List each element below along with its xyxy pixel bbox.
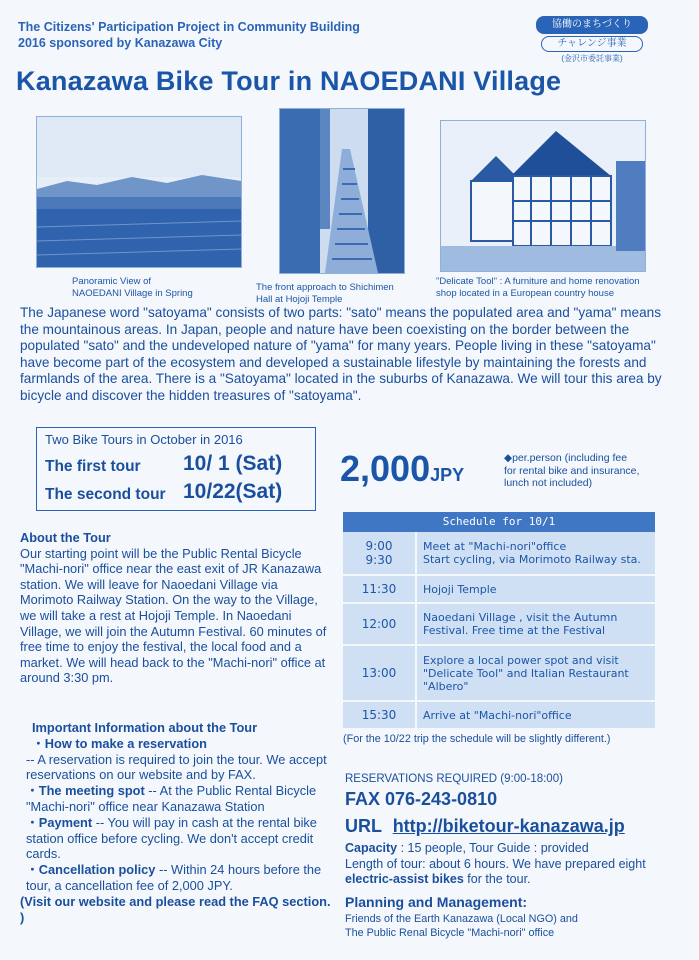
tours-heading: Two Bike Tours in October in 2016 bbox=[45, 432, 243, 447]
schedule-heading: Schedule for 10/1 bbox=[343, 512, 655, 532]
price-note bbox=[504, 452, 639, 490]
price-note-line-2: for rental bike and insurance, bbox=[504, 464, 640, 477]
schedule-row bbox=[343, 603, 655, 645]
project-logo bbox=[532, 16, 652, 66]
planning-line-2: The Public Renal Bicycle "Machi-nori" office bbox=[345, 926, 555, 939]
intro-paragraph: The Japanese word "satoyama" consists of two parts: "sato" means the populated area and "yama" means the mountainous areas. In Japan, people and nature have been coexisting on the border between the populated "sato" and the undeveloped nature of "yama" for many years. People living in these "satoyama" have become part of the ecosystem and developed a sustainable lifestyle by maintaining the forests and farmlands of the area. There is a "Satoyama" located in the suburbs of Kanazawa. We will tour this area by bicycle and discover the hidden treasures of "satoyama". bbox=[20, 305, 662, 403]
payment-title: ・Payment bbox=[26, 814, 93, 830]
schedule-text: Naoedani Village , visit the Autumn Festival. Free time at the Festival bbox=[416, 603, 655, 645]
caption-1-line-1: Panoramic View of bbox=[72, 276, 152, 287]
important-heading: Important Information about the Tour bbox=[32, 720, 258, 735]
photo-temple-approach bbox=[279, 108, 405, 274]
cancel-title: ・Cancellation policy bbox=[26, 862, 156, 878]
schedule-row bbox=[343, 575, 655, 603]
meeting-title: ・The meeting spot bbox=[26, 783, 145, 799]
price-note-line-3: lunch not included) bbox=[504, 477, 593, 489]
first-tour-date: 10/ 1 (Sat) bbox=[183, 452, 283, 475]
schedule-text: Explore a local power spot and visit "Delicate Tool" and Italian Restaurant "Albero" bbox=[416, 645, 655, 701]
photo-caption-2 bbox=[256, 282, 394, 306]
capacity-label: Capacity bbox=[345, 841, 398, 855]
schedule-time: 12:00 bbox=[343, 603, 416, 645]
photo-caption-3 bbox=[436, 276, 640, 300]
about-body: Our starting point will be the Public Rental Bicycle "Machi-nori" office near the east exit of JR Kanazawa station. We will leave for Naoedani Village via Morimoto Railway Station. On the way to the Village, we will take a rest at Hojoji Temple. In Naoedani Village, we will join the Autumn Festival. 60 minutes of free time to enjoy the festival, the local food and a market. We will head back to the "Machi-nori" office at around 3:30 pm. bbox=[20, 545, 327, 686]
about-section bbox=[20, 530, 332, 686]
capacity-info bbox=[345, 841, 655, 888]
price-currency: JPY bbox=[430, 465, 465, 485]
planning-line-1: Friends of the Earth Kanazawa (Local NGO) and bbox=[345, 912, 578, 925]
contact-section bbox=[345, 773, 655, 940]
important-section bbox=[20, 720, 334, 925]
schedule-row bbox=[343, 645, 655, 701]
photo-caption-1 bbox=[72, 276, 193, 300]
schedule-time: 15:30 bbox=[343, 701, 416, 729]
payment-body: -- You will pay in cash at the rental bike station office before cycling. We don't accept credit cards. bbox=[26, 814, 317, 862]
url-label: URL bbox=[345, 816, 382, 836]
price-amount: 2,000 bbox=[340, 448, 431, 489]
caption-1-line-2: NAOEDANI Village in Spring bbox=[72, 288, 193, 299]
reservation-title: ・How to make a reservation bbox=[32, 735, 207, 751]
planning-heading: Planning and Management: bbox=[345, 893, 528, 910]
second-tour-date: 10/22(Sat) bbox=[183, 480, 283, 503]
caption-2-line-1: The front approach to Shichimen bbox=[256, 282, 394, 293]
header-line-2: 2016 sponsored by Kanazawa City bbox=[18, 36, 223, 50]
schedule-note: (For the 10/22 trip the schedule will be slightly different.) bbox=[343, 733, 611, 745]
panorama-image bbox=[37, 117, 241, 267]
price-note-line-1: ◆per.person (including fee bbox=[504, 452, 628, 464]
reservation-body: -- A reservation is required to join the tour. We accept reservations on our website and by FAX. bbox=[26, 751, 327, 783]
capacity-text: : 15 people, Tour Guide : provided bbox=[397, 841, 589, 855]
page-title: Kanazawa Bike Tour in NAOEDANI Village bbox=[16, 66, 562, 96]
bikes-tail: for the tour. bbox=[463, 872, 531, 886]
schedule-table bbox=[343, 512, 655, 745]
planning-body bbox=[345, 912, 655, 940]
caption-3-line-1: "Delicate Tool" : A furniture and home renovation bbox=[436, 276, 640, 287]
second-tour-label: The second tour bbox=[45, 486, 166, 503]
meeting-body: -- At the Public Rental Bicycle "Machi-nori" office near Kanazawa Station bbox=[26, 783, 317, 814]
about-heading: About the Tour bbox=[20, 530, 111, 545]
temple-steps-image bbox=[280, 109, 404, 273]
logo-line-2: チャレンジ事業 bbox=[541, 36, 643, 52]
header-line-1: The Citizens' Participation Project in Community Building bbox=[18, 20, 360, 34]
schedule-row bbox=[343, 532, 655, 575]
photo-delicate-tool bbox=[440, 120, 646, 272]
visit-note: (Visit our website and please read the FAQ section. ) bbox=[20, 893, 331, 925]
logo-line-3: (金沢市委託事業) bbox=[561, 54, 623, 63]
first-tour-label: The first tour bbox=[45, 458, 141, 475]
logo-line-1: 協働のまちづくり bbox=[536, 16, 648, 34]
schedule-time: 13:00 bbox=[343, 645, 416, 701]
fax-number: FAX 076-243-0810 bbox=[345, 789, 498, 809]
length-text: Length of tour: about 6 hours. We have prepared eight bbox=[345, 856, 646, 871]
caption-3-line-2: shop located in a European country house bbox=[436, 288, 614, 299]
cancel-body: -- Within 24 hours before the tour, a cancellation fee of 2,000 JPY. bbox=[26, 862, 322, 893]
schedule-time: 11:30 bbox=[343, 575, 416, 603]
schedule-time: 9:00 9:30 bbox=[343, 532, 416, 575]
caption-2-line-2: Hall at Hojoji Temple bbox=[256, 294, 343, 305]
schedule-text: Hojoji Temple bbox=[416, 575, 655, 603]
schedule-text: Meet at "Machi-nori"office Start cycling, via Morimoto Railway sta. bbox=[416, 532, 655, 575]
photo-panoramic-view bbox=[36, 116, 242, 268]
country-house-image bbox=[441, 121, 645, 271]
reservations-required: RESERVATIONS REQUIRED (9:00-18:00) bbox=[345, 773, 563, 785]
tours-box bbox=[36, 427, 316, 511]
schedule-row bbox=[343, 701, 655, 729]
schedule-text: Arrive at "Machi-nori"office bbox=[416, 701, 655, 729]
bikes-text: electric-assist bikes bbox=[345, 872, 464, 886]
price bbox=[340, 448, 464, 490]
website-link[interactable]: http://biketour-kanazawa.jp bbox=[392, 816, 625, 836]
